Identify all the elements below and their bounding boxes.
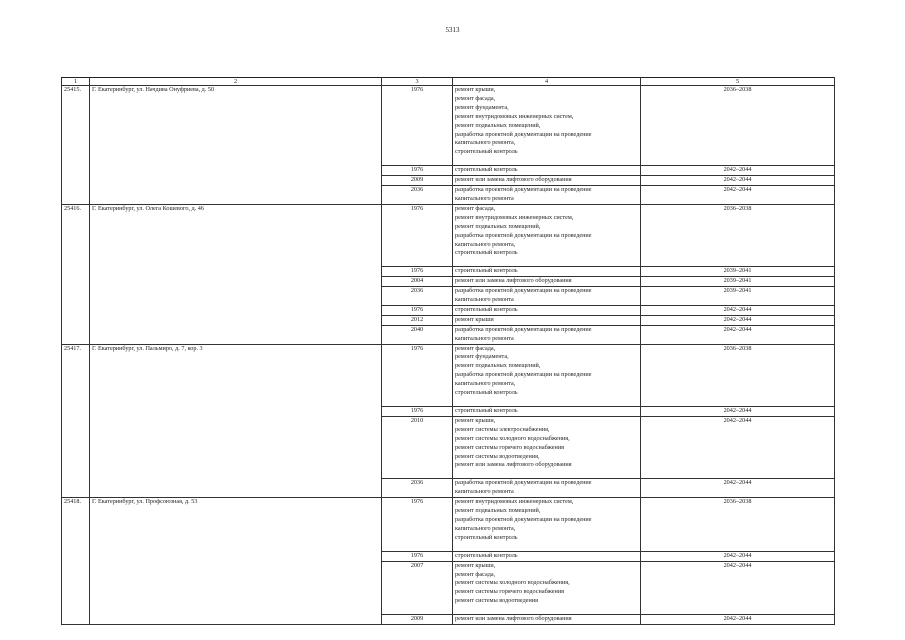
work-item: ремонт фасада, [455, 94, 496, 102]
work-item: строительный контроль [455, 551, 518, 559]
works-cell [453, 267, 641, 277]
repair-period-cell: 2039–2041 [641, 277, 835, 287]
work-item: ремонт или замена лифтового оборудования [455, 176, 572, 184]
repair-schedule-table [61, 77, 835, 625]
work-item: строительный контроль [455, 166, 518, 174]
works-cell [453, 305, 641, 315]
work-item: ремонт подвальных помещений, [455, 222, 541, 230]
work-item: капитального ремонта, [455, 524, 516, 532]
build-year-cell: 2036 [382, 479, 453, 498]
column-header-3: 3 [382, 78, 453, 86]
record-address: Г. Екатеринбург, ул. Профсоюзная, д. 53 [90, 498, 382, 625]
work-item: ремонт внутридомовых инженерных систем, [455, 213, 574, 221]
works-cell [453, 407, 641, 417]
work-item: ремонт системы холодного водоснабжения, [455, 434, 570, 442]
work-item: капитального ремонта [455, 488, 514, 496]
record-address: Г. Екатеринбург, ул. Начдива Онуфриева, д. 50 [90, 86, 382, 205]
works-cell [453, 277, 641, 287]
repair-period-cell: 2036–2038 [641, 204, 835, 266]
work-item: ремонт фасада, [455, 570, 496, 578]
build-year-cell: 2009 [382, 176, 453, 186]
work-item: разработка проектной документации на проведение [455, 231, 592, 239]
works-cell [453, 416, 641, 478]
table-row [62, 498, 835, 552]
repair-period-cell: 2036–2038 [641, 86, 835, 166]
work-item: ремонт системы холодного водоснабжения, [455, 579, 570, 587]
work-item: ремонт фундамента, [455, 103, 509, 111]
work-item: ремонт или замена лифтового оборудования [455, 615, 572, 623]
work-item: капитального ремонта [455, 194, 514, 202]
repair-period-cell: 2042–2044 [641, 407, 835, 417]
repair-period-cell: 2042–2044 [641, 305, 835, 315]
work-item: строительный контроль [455, 148, 518, 156]
works-cell [453, 176, 641, 186]
table-row [62, 344, 835, 406]
record-number: 25418. [62, 498, 90, 625]
work-item: разработка проектной документации на проведение [455, 325, 592, 333]
work-item: ремонт системы горячего водоснабжения [455, 443, 564, 451]
table-row [62, 204, 835, 266]
work-item: ремонт внутридомовых инженерных систем, [455, 498, 574, 506]
record-address: Г. Екатеринбург, ул. Олега Кошевого, д. 46 [90, 204, 382, 344]
works-cell [453, 287, 641, 306]
works-cell [453, 615, 641, 625]
work-item: ремонт фундамента, [455, 353, 509, 361]
works-cell [453, 479, 641, 498]
repair-period-cell: 2036–2038 [641, 498, 835, 552]
repair-period-cell: 2042–2044 [641, 315, 835, 325]
work-item: ремонт фасада, [455, 204, 496, 212]
works-cell [453, 551, 641, 561]
work-item: строительный контроль [455, 533, 518, 541]
repair-period-cell: 2042–2044 [641, 166, 835, 176]
work-item: ремонт подвальных помещений, [455, 362, 541, 370]
build-year-cell: 1976 [382, 344, 453, 406]
work-item: ремонт системы горячего водоснабжения [455, 588, 564, 596]
work-item: ремонт фасада, [455, 344, 496, 352]
column-header-4: 4 [453, 78, 641, 86]
build-year-cell: 1976 [382, 498, 453, 552]
table-row [62, 86, 835, 166]
table-body [62, 78, 835, 625]
works-cell [453, 186, 641, 205]
work-item: строительный контроль [455, 249, 518, 257]
work-item: разработка проектной документации на проведение [455, 371, 592, 379]
work-item: ремонт внутридомовых инженерных систем, [455, 112, 574, 120]
cell-spacer [455, 398, 638, 406]
record-number: 25416. [62, 204, 90, 344]
repair-period-cell: 2042–2044 [641, 186, 835, 205]
build-year-cell: 2040 [382, 325, 453, 344]
build-year-cell: 1976 [382, 166, 453, 176]
works-cell [453, 166, 641, 176]
repair-period-cell: 2042–2044 [641, 551, 835, 561]
build-year-cell: 1976 [382, 305, 453, 315]
works-cell [453, 86, 641, 166]
work-item: капитального ремонта, [455, 240, 516, 248]
build-year-cell: 1976 [382, 86, 453, 166]
cell-spacer [455, 157, 638, 165]
page-number: 5313 [445, 26, 460, 34]
column-header-1: 1 [62, 78, 90, 86]
repair-period-cell: 2042–2044 [641, 325, 835, 344]
work-item: разработка проектной документации на проведение [455, 186, 592, 194]
build-year-cell: 2004 [382, 277, 453, 287]
build-year-cell: 2036 [382, 287, 453, 306]
work-item: разработка проектной документации на проведение [455, 479, 592, 487]
build-year-cell: 2010 [382, 416, 453, 478]
work-item: ремонт подвальных помещений, [455, 507, 541, 515]
work-item: разработка проектной документации на проведение [455, 515, 592, 523]
build-year-cell: 2036 [382, 186, 453, 205]
work-item: строительный контроль [455, 407, 518, 414]
build-year-cell: 1976 [382, 204, 453, 266]
cell-spacer [455, 543, 638, 551]
work-item: ремонт системы водоотведения, [455, 452, 540, 460]
works-cell [453, 344, 641, 406]
work-item: ремонт крыши, [455, 561, 496, 569]
column-header-5: 5 [641, 78, 835, 86]
repair-period-cell: 2036–2038 [641, 344, 835, 406]
works-cell [453, 204, 641, 266]
build-year-cell: 2012 [382, 315, 453, 325]
work-item: капитального ремонта [455, 334, 514, 342]
repair-period-cell: 2042–2044 [641, 561, 835, 615]
work-item: строительный контроль [455, 305, 518, 313]
column-header-row [62, 78, 835, 86]
works-cell [453, 561, 641, 615]
work-item: ремонт крыши, [455, 416, 496, 424]
repair-period-cell: 2039–2041 [641, 287, 835, 306]
work-item: ремонт системы электроснабжения, [455, 425, 550, 433]
work-item: ремонт подвальных помещений, [455, 121, 541, 129]
work-item: капитального ремонта [455, 296, 514, 304]
works-cell [453, 325, 641, 344]
repair-period-cell: 2042–2044 [641, 176, 835, 186]
work-item: ремонт крыши, [455, 86, 496, 93]
repair-period-cell: 2042–2044 [641, 479, 835, 498]
work-item: ремонт системы водоотведения [455, 597, 538, 605]
work-item: строительный контроль [455, 267, 518, 275]
record-number: 25417. [62, 344, 90, 498]
work-item: разработка проектной документации на проведение [455, 130, 592, 138]
work-item: ремонт или замена лифтового оборудования [455, 461, 572, 469]
build-year-cell: 1976 [382, 551, 453, 561]
record-number: 25415. [62, 86, 90, 205]
work-item: строительный контроль [455, 389, 518, 397]
repair-period-cell: 2042–2044 [641, 416, 835, 478]
work-item: капитального ремонта, [455, 380, 516, 388]
build-year-cell: 1976 [382, 267, 453, 277]
cell-spacer [455, 606, 638, 614]
repair-period-cell: 2039–2041 [641, 267, 835, 277]
column-header-2: 2 [90, 78, 382, 86]
works-cell [453, 315, 641, 325]
record-address: Г. Екатеринбург, ул. Пальмиро, д. 7, кор. 3 [90, 344, 382, 498]
cell-spacer [455, 258, 638, 266]
cell-spacer [455, 470, 638, 478]
build-year-cell: 1976 [382, 407, 453, 417]
work-item: разработка проектной документации на проведение [455, 287, 592, 295]
works-cell [453, 498, 641, 552]
repair-period-cell: 2042–2044 [641, 615, 835, 625]
work-item: капитального ремонта, [455, 139, 516, 147]
work-item: ремонт крыши [455, 315, 494, 323]
build-year-cell: 2007 [382, 561, 453, 615]
work-item: ремонт или замена лифтового оборудования [455, 277, 572, 285]
build-year-cell: 2009 [382, 615, 453, 625]
